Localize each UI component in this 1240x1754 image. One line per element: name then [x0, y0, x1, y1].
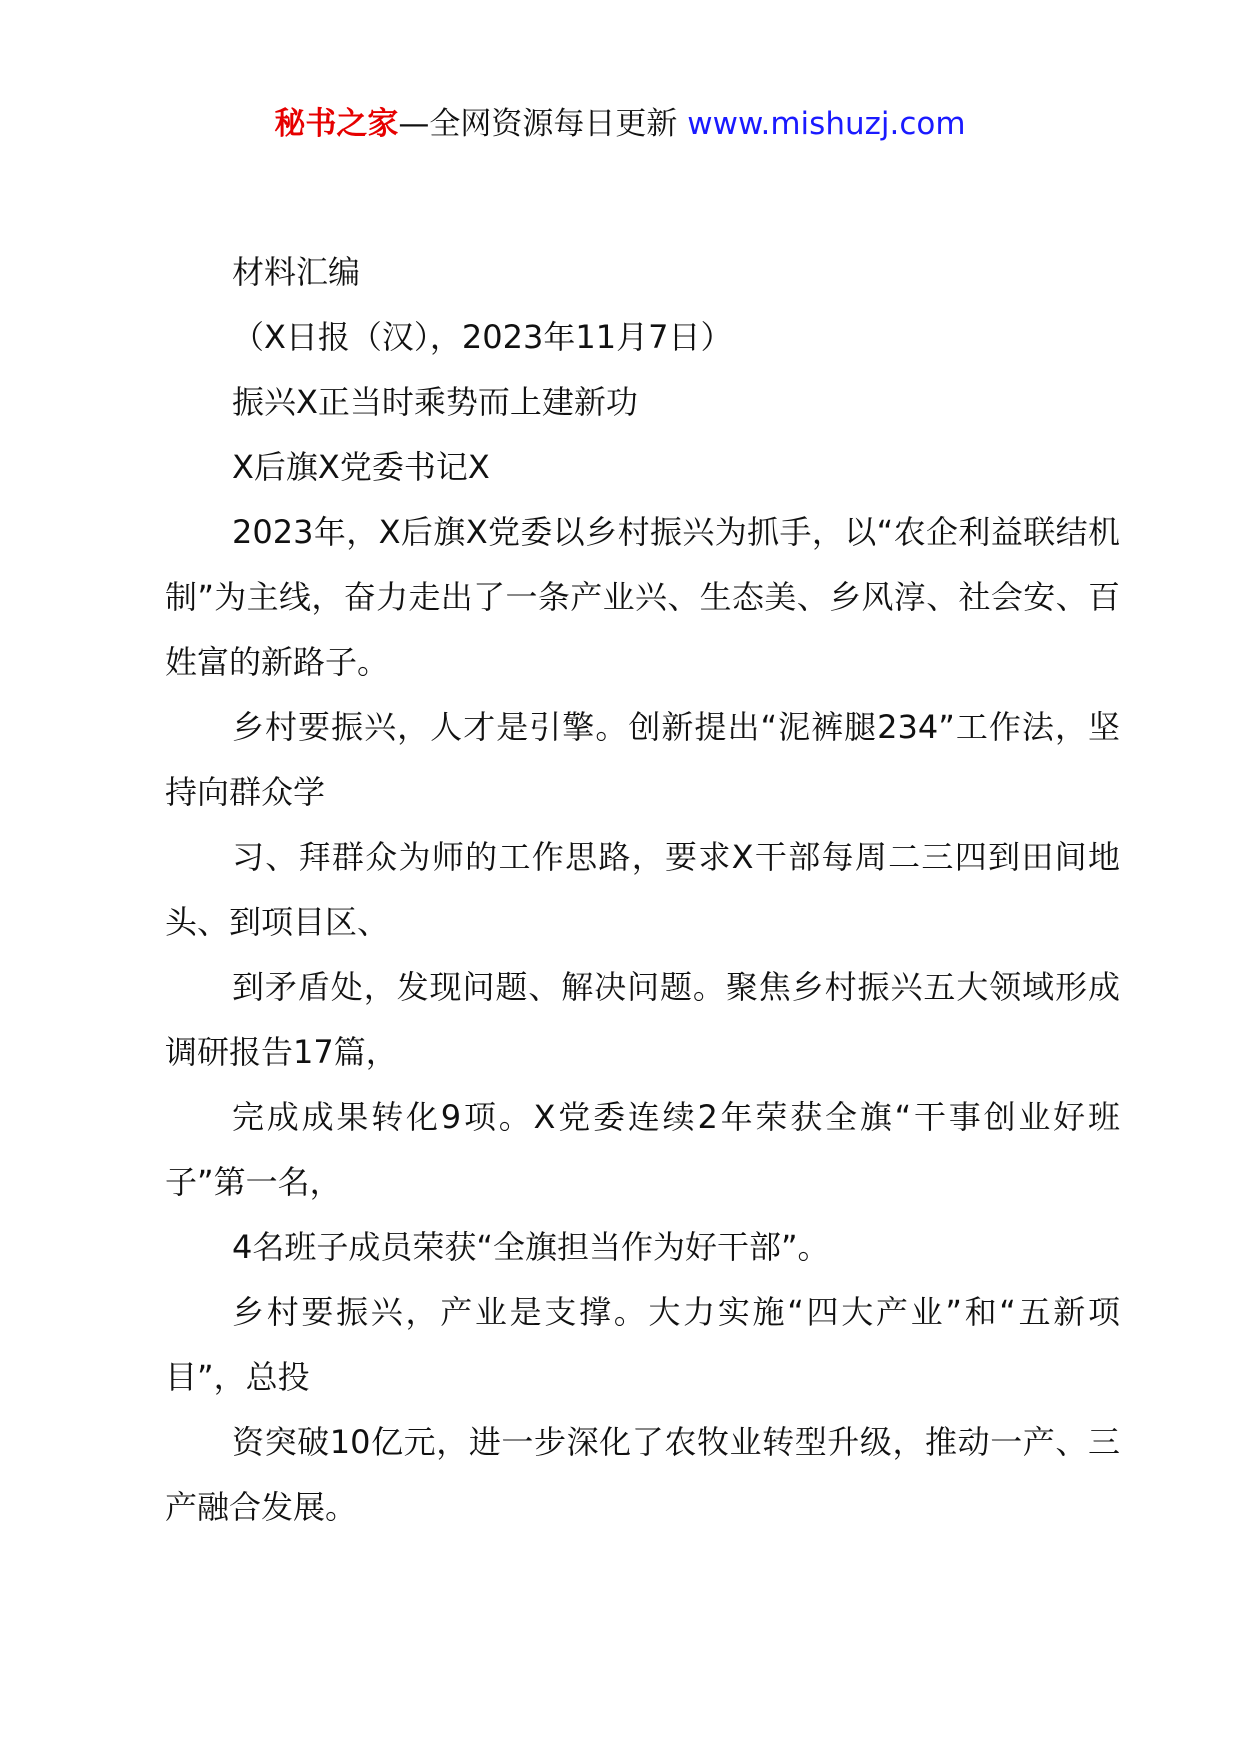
- body-paragraph: 资突破10亿元，进一步深化了农牧业转型升级，推动一产、三产融合发展。: [165, 1423, 1120, 1526]
- body-paragraph: 4名班子成员荣获“全旗担当作为好干部”。: [232, 1228, 830, 1266]
- header-tagline: —全网资源每日更新: [398, 106, 688, 142]
- body-paragraph: 2023年，X后旗X党委以乡村振兴为抓手，以“农企利益联结机制”为主线，奋力走出了一条产业兴、生态美、乡风淳、社会安、百姓富的新路子。: [165, 513, 1120, 681]
- document-body: [165, 240, 1120, 1540]
- body-paragraph: 习、拜群众为师的工作思路，要求X干部每周二三四到田间地头、到项目区、: [165, 838, 1120, 941]
- body-paragraph: 完成成果转化9项。X党委连续2年荣获全旗“干事创业好班子”第一名，: [165, 1098, 1120, 1201]
- body-paragraph: 乡村要振兴，人才是引擎。创新提出“泥裤腿234”工作法，坚持向群众学: [165, 708, 1120, 811]
- brand-name: 秘书之家: [274, 106, 399, 142]
- article-author: X后旗X党委书记X: [232, 448, 490, 486]
- body-paragraph: 到矛盾处，发现问题、解决问题。聚焦乡村振兴五大领域形成调研报告17篇，: [165, 968, 1120, 1071]
- body-paragraph: 乡村要振兴，产业是支撑。大力实施“四大产业”和“五新项目”，总投: [165, 1293, 1120, 1396]
- source-line: （X日报（汉），2023年11月7日）: [232, 318, 733, 356]
- section-label: 材料汇编: [232, 253, 361, 291]
- website-url[interactable]: www.mishuzj.com: [687, 106, 966, 142]
- article-title: 振兴X正当时乘势而上建新功: [232, 383, 638, 421]
- page-header: [0, 104, 1240, 144]
